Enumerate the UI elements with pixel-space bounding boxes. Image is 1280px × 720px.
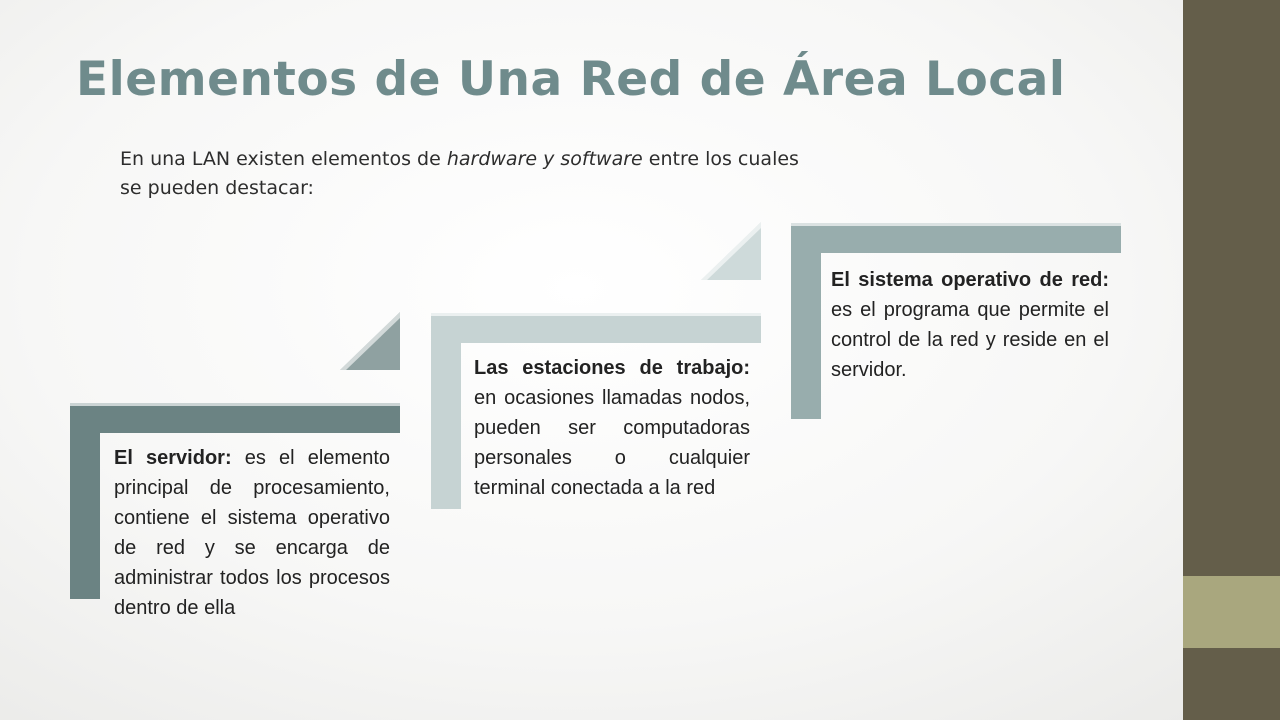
step-2-text <box>474 353 750 503</box>
intro-after: entre los cuales se pueden destacar: <box>120 148 799 199</box>
step-1-text <box>114 443 390 623</box>
step-3-text <box>831 265 1109 385</box>
step-2-arrow-triangle <box>701 222 763 282</box>
step-1-arrow-triangle <box>340 312 402 372</box>
step-3-term: El sistema operativo de red: <box>831 269 1109 291</box>
step-2-description: en ocasiones llamadas nodos, pueden ser computadoras personales o cualquier terminal conectada a la red <box>474 387 750 499</box>
intro-emphasis: hardware y software <box>446 148 643 170</box>
sidebar-accent-band <box>1183 576 1280 648</box>
intro-text <box>120 145 820 203</box>
step-2-term: Las estaciones de trabajo: <box>474 357 750 379</box>
step-3-description: es el programa que permite el control de la red y reside en el servidor. <box>831 299 1109 381</box>
step-1-description: es el elemento principal de procesamiento, contiene el sistema operativo de red y se encarga de administrar todos los procesos dentro de ella <box>114 447 390 619</box>
intro-before: En una LAN existen elementos de <box>120 148 447 170</box>
step-1-term: El servidor: <box>114 447 232 469</box>
slide-title: Elementos de Una Red de Área Local <box>76 52 1066 107</box>
